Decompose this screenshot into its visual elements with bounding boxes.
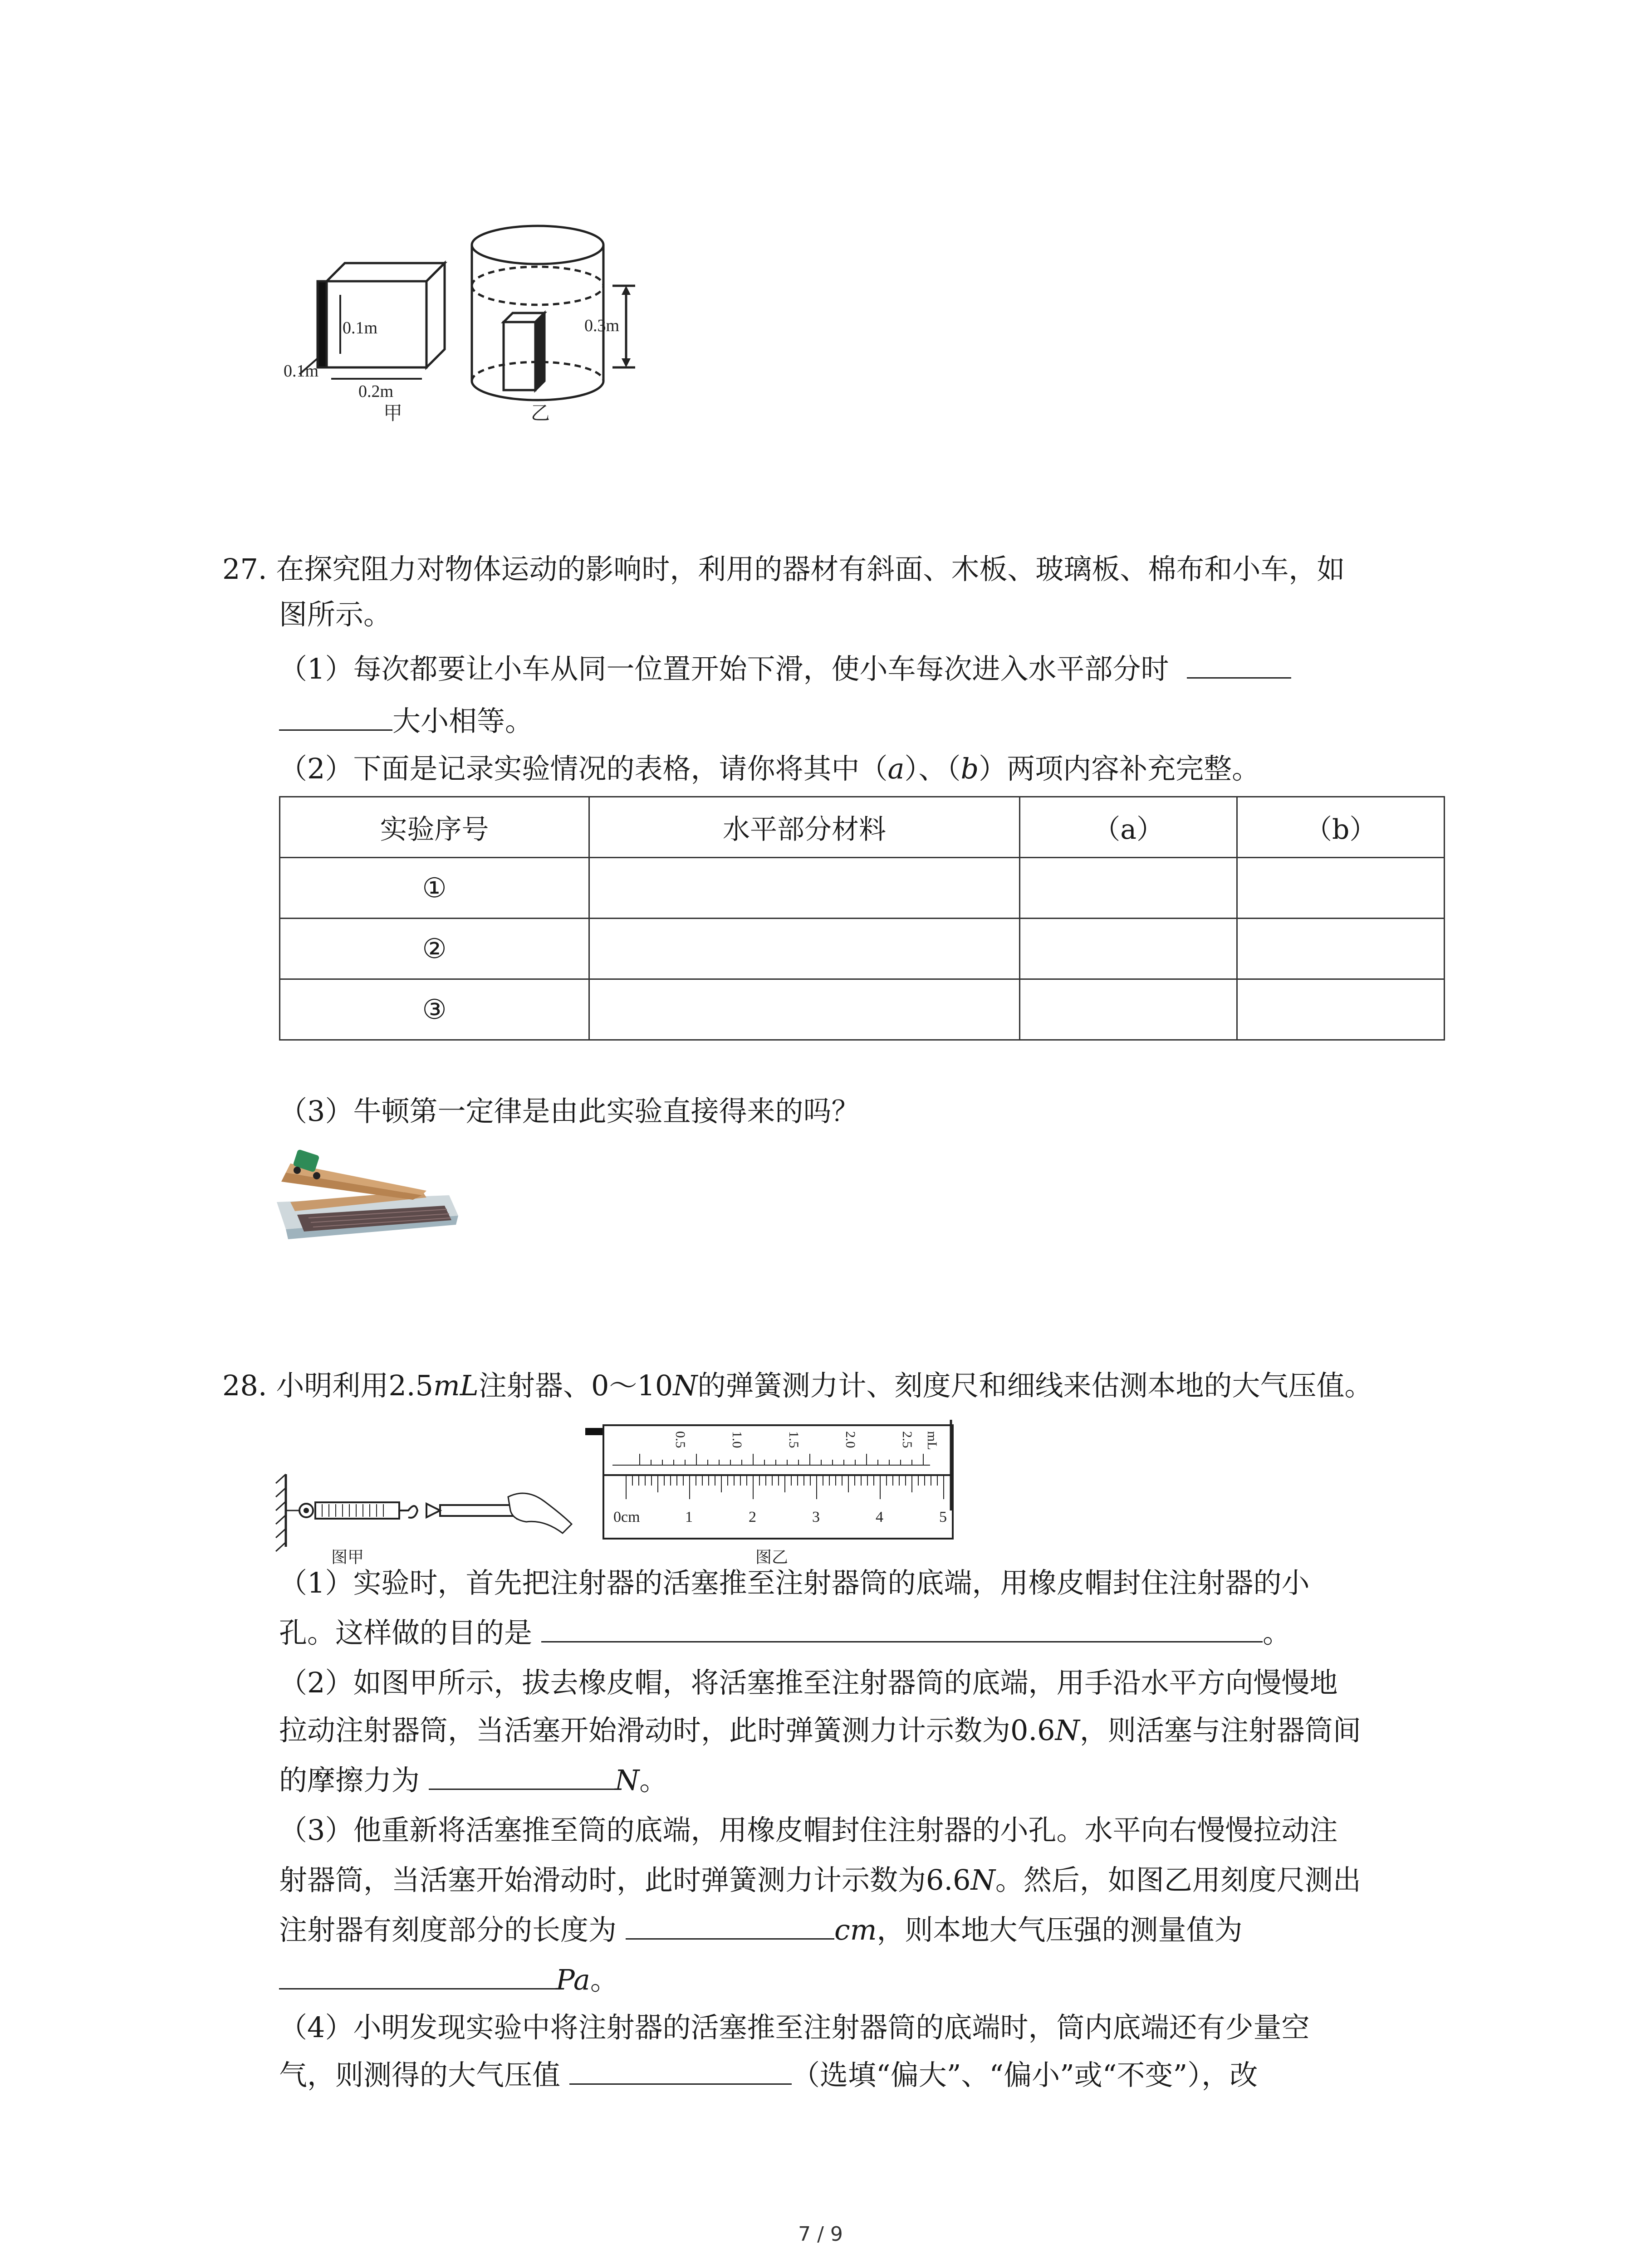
- q28-part1-line2: [279, 1613, 1291, 1653]
- q27-part2: [279, 748, 1260, 789]
- syringe-ticks: [640, 1454, 923, 1465]
- q27-part1-line2: [279, 701, 533, 742]
- q28-part3-pressure-blank[interactable]: [279, 1962, 556, 1989]
- q28-part3-value: 6.6: [926, 1863, 971, 1897]
- table-row-index: ③: [280, 979, 589, 1040]
- q28-part3-length-blank[interactable]: [626, 1912, 834, 1940]
- table-row-index: ②: [280, 919, 589, 979]
- q28-part4-line2: [279, 2055, 1258, 2096]
- q28-part3-line3: [279, 1910, 1243, 1950]
- q28-part2-line1: （2）如图甲所示，拔去橡皮帽，将活塞推至注射器筒的底端，用手沿水平方向慢慢地: [279, 1666, 1338, 1699]
- syringe-mark: 1.5: [786, 1431, 801, 1448]
- block-jia: [318, 263, 445, 367]
- syringe-mark: 2.0: [843, 1431, 858, 1448]
- q27-part2-mid: ）、（: [904, 752, 961, 785]
- q28-part2-value: 0.6: [1010, 1714, 1055, 1747]
- dim-label-d: 0.3m: [584, 316, 620, 335]
- figure-block-and-container: [272, 218, 644, 431]
- q28-stem-unit2: N: [673, 1369, 698, 1402]
- figure-yi-syringe-ruler: [585, 1420, 962, 1569]
- table-row-index: ①: [280, 858, 589, 919]
- q28-part3-end: 。: [590, 1963, 618, 1996]
- figure-jia-label: 图甲: [331, 1548, 364, 1566]
- q27-part3: （3）牛顿第一定律是由此实验直接得来的吗？: [279, 1095, 860, 1128]
- q28-part2-end: 。: [639, 1764, 668, 1797]
- q28-part4-text-end: （选填“偏大”、“偏小”或“不变”），改: [792, 2058, 1258, 2092]
- table-header-cell: （a）: [1019, 797, 1237, 858]
- q28-part1-blank[interactable]: [541, 1615, 1263, 1642]
- table-cell-b[interactable]: [1237, 919, 1445, 979]
- q28-part3-line2: [279, 1860, 1361, 1901]
- ruler-mark: 2: [749, 1509, 756, 1525]
- ruler-mark: 4: [876, 1509, 883, 1525]
- q27-stem-text: 在探究阻力对物体运动的影响时，利用的器材有斜面、木板、玻璃板、棉布和小车，如: [276, 552, 1345, 586]
- table-cell-material[interactable]: [589, 858, 1020, 919]
- q28-part3-line4: [279, 1960, 618, 2000]
- q28-stem-mid: 注射器、: [478, 1369, 591, 1402]
- label-yi: 乙: [531, 403, 550, 424]
- q28-part3-length-text: 注射器有刻度部分的长度为: [279, 1913, 617, 1946]
- q28-part3-pressure-unit: Pa: [556, 1963, 590, 1996]
- q28-part2-line2: [279, 1710, 1361, 1751]
- q28-part3-text: 射器筒，当活塞开始滑动时，此时弹簧测力计示数为: [279, 1863, 926, 1897]
- q28-part3-unit: N: [970, 1863, 995, 1897]
- q27-part1-blank-b[interactable]: [279, 703, 392, 731]
- table-cell-a[interactable]: [1019, 919, 1237, 979]
- q28-stem-pre: 小明利用: [276, 1369, 389, 1402]
- ruler-ticks: [626, 1475, 944, 1499]
- table-cell-material[interactable]: [589, 919, 1020, 979]
- q28-part1-end: 。: [1263, 1616, 1291, 1649]
- q28-part2-blank-unit: N: [615, 1764, 640, 1797]
- table-row: [280, 979, 1445, 1040]
- table-header-row: [280, 797, 1445, 858]
- incline-experiment-image: [277, 1139, 467, 1247]
- q27-part2-text: （2）下面是记录实验情况的表格，请你将其中（: [279, 752, 888, 785]
- q27-part1-blank-a[interactable]: [1187, 651, 1291, 679]
- dim-label-a: 0.1m: [343, 318, 378, 337]
- q28-stem-value1: 2.5: [388, 1369, 433, 1402]
- table-cell-b[interactable]: [1237, 979, 1445, 1040]
- ruler-mark: 0cm: [613, 1509, 640, 1525]
- q28-part1-text: 孔。这样做的目的是: [279, 1616, 533, 1649]
- q28-part3-length-unit: cm: [834, 1913, 877, 1946]
- page-number: 7 / 9: [798, 2223, 843, 2246]
- table-cell-a[interactable]: [1019, 858, 1237, 919]
- q27-stem-line1: [222, 549, 1345, 590]
- q28-part2-text: 拉动注射器筒，当活塞开始滑动时，此时弹簧测力计示数为: [279, 1714, 1011, 1747]
- table-row: [280, 858, 1445, 919]
- syringe-unit: mL: [925, 1431, 940, 1450]
- q28-stem: [222, 1365, 1373, 1406]
- q27-part1-line1: [279, 649, 1291, 689]
- table-cell-a[interactable]: [1019, 979, 1237, 1040]
- table-header-cell: 水平部分材料: [589, 797, 1020, 858]
- q27-part2-end: ）两项内容补充完整。: [979, 752, 1260, 785]
- q28-part1-line1: （1）实验时，首先把注射器的活塞推至注射器筒的底端，用橡皮帽封住注射器的小: [279, 1566, 1310, 1599]
- syringe-mark: 0.5: [673, 1431, 688, 1448]
- q28-part3-text-end: 。然后，如图乙用刻度尺测出: [995, 1863, 1361, 1897]
- dim-label-b: 0.1m: [284, 362, 319, 381]
- q28-stem-value2: 0～10: [591, 1369, 673, 1402]
- q28-part2-text-end: ，则活塞与注射器筒间: [1079, 1714, 1361, 1747]
- q28-stem-end: 的弹簧测力计、刻度尺和细线来估测本地的大气压值。: [697, 1369, 1373, 1402]
- ruler-mark: 1: [685, 1509, 693, 1525]
- table-cell-material[interactable]: [589, 979, 1020, 1040]
- figure-jia-spring-scale: [272, 1465, 581, 1569]
- q27-part1-text: （1）每次都要让小车从同一位置开始下滑，使小车每次进入水平部分时: [279, 652, 1169, 685]
- table-cell-b[interactable]: [1237, 858, 1445, 919]
- label-jia: 甲: [383, 403, 403, 424]
- syringe-mark: 1.0: [730, 1431, 745, 1448]
- q27-stem-line2: 图所示。: [279, 598, 392, 631]
- q27-part2-b: b: [960, 752, 979, 785]
- table-header-cell: 实验序号: [280, 797, 589, 858]
- q27-part1-end: 大小相等。: [392, 704, 534, 738]
- q28-part3-line1: （3）他重新将活塞推至筒的底端，用橡皮帽封住注射器的小孔。水平向右慢慢拉动注: [279, 1813, 1338, 1847]
- q28-part2-blank[interactable]: [429, 1762, 615, 1790]
- dim-label-c: 0.2m: [358, 382, 394, 401]
- q27-experiment-table: [279, 796, 1445, 1041]
- container-yi: [472, 226, 635, 400]
- q28-number: 28.: [222, 1369, 267, 1402]
- ruler-mark: 3: [812, 1509, 820, 1525]
- q28-part2-unit: N: [1055, 1714, 1080, 1747]
- table-header-cell: （b）: [1237, 797, 1445, 858]
- q27-number: 27.: [222, 552, 267, 586]
- q28-part2-friction-text: 的摩擦力为: [279, 1764, 420, 1797]
- q28-part4-text: 气，则测得的大气压值: [279, 2058, 561, 2092]
- syringe-mark: 2.5: [900, 1431, 915, 1448]
- q27-part2-a: a: [887, 752, 905, 785]
- table-row: [280, 919, 1445, 979]
- q28-part4-line1: （4）小明发现实验中将注射器的活塞推至注射器筒的底端时，筒内底端还有少量空: [279, 2011, 1310, 2044]
- ruler-mark: 5: [939, 1509, 947, 1525]
- q28-part4-blank[interactable]: [569, 2057, 792, 2085]
- figure-yi-label: 图乙: [755, 1548, 789, 1566]
- q28-part2-line3: [279, 1760, 667, 1801]
- q28-stem-unit1: mL: [433, 1369, 479, 1402]
- q28-part3-pressure-text: ，则本地大气压强的测量值为: [877, 1913, 1243, 1946]
